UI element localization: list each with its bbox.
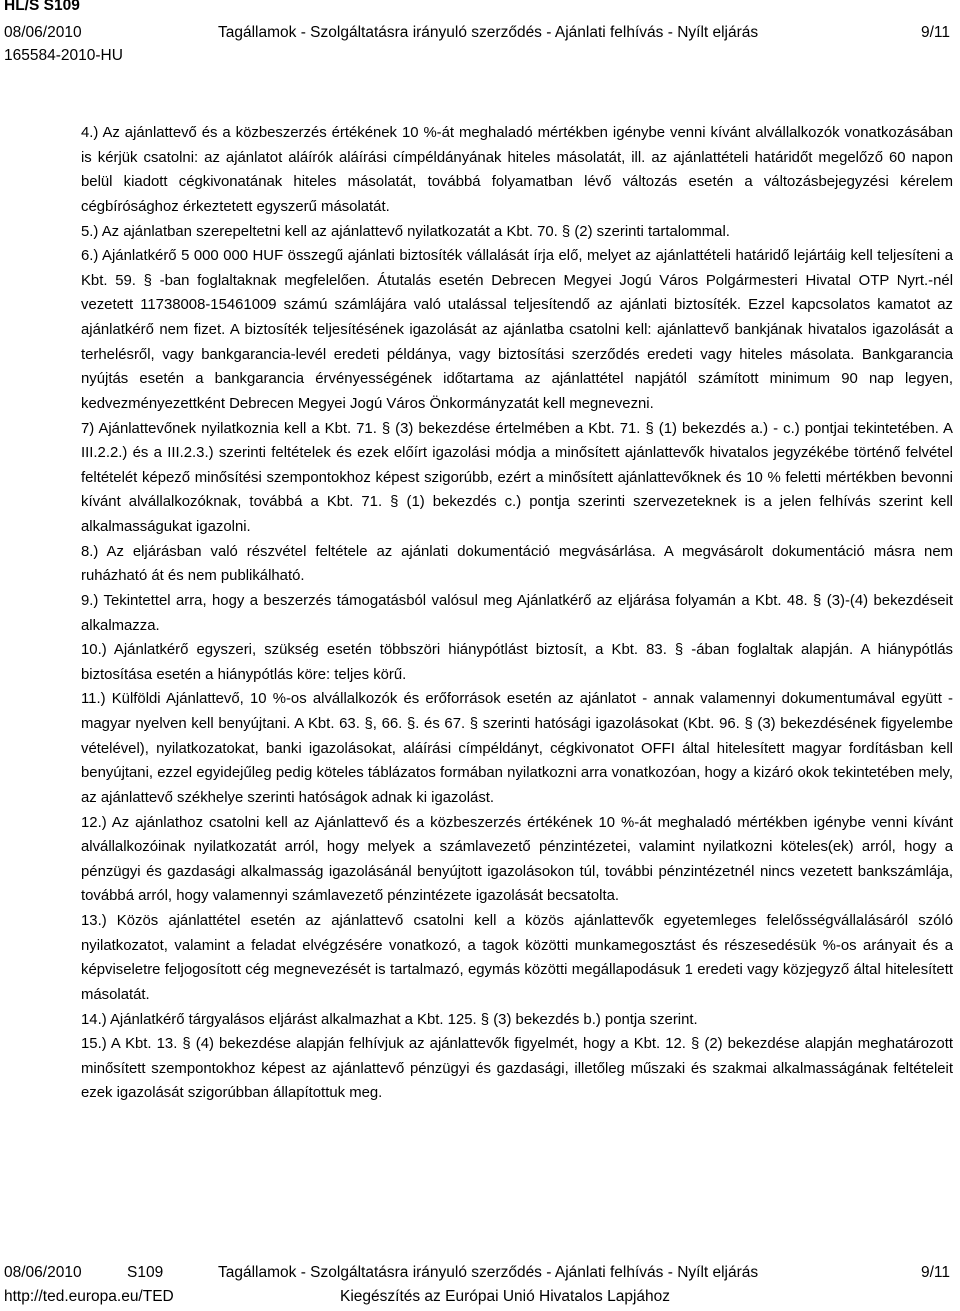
paragraph-9: 9.) Tekintettel arra, hogy a beszerzés támogatásból valósul meg Ajánlatkérő az eljárása folyamán a Kbt. 48. § (3)-(4) bekezdéseit alkalmazza.	[81, 592, 953, 634]
document-body	[81, 121, 953, 1106]
paragraph-7: 7) Ajánlattevőnek nyilatkoznia kell a Kbt. 71. § (3) bekezdése értelmében a Kbt. 71. § (1) bekezdés a.) - c.) pontjai tekintetében. A III.2.2.) és a III.2.3.) szerinti feltételek és ezek előírt igazolási módja a minősített ajánlattevők hivatalos jegyzékébe történő felvétel feltételét képező minősítési szempontokhoz képest szigorúbb, ezért a minősített ajánlattevőknek és 10 % feletti mértékben bevonni kívánt alvállalkozóknak, továbbá a Kbt. 71. § (1) bekezdés c.) pontja szerinti szervezeteknek is a jelen felhívás szerint kell alkalmasságukat igazolni.	[81, 420, 953, 535]
header-title: Tagállamok - Szolgáltatásra irányuló szerződés - Ajánlati felhívás - Nyílt eljárás	[218, 24, 759, 41]
paragraph-15: 15.) A Kbt. 13. § (4) bekezdése alapján felhívjuk az ajánlattevők figyelmét, hogy a Kbt. 12. § (2) bekezdése alapján meghatározott minősített szempontokhoz képest az ajánlattevő pénzügyi és gazdasági, illetőleg műszaki és szakmai alkalmasságának feltételeit ezek igazolását szigorúbban állapítottuk meg.	[81, 1036, 953, 1102]
paragraph-11: 11.) Külföldi Ajánlattevő, 10 %-os alvállalkozók és erőforrások esetén az ajánlatot - annak valamennyi dokumentumával együtt - magyar nyelven kell benyújtani. A Kbt. 63. §, 66. §. és 67. § szerinti hatósági igazolásokat (Kbt. 96. § (3) bekezdésének figyelembe vételével), nyilatkozatokat, banki igazolásokat, aláírási címpéldányt, cégkivonatot OFFI által hitelesített magyar fordításban kell benyújtani, ezzel egyidejűleg pedig köteles táblázatos formában nyilatkozni arra vonatkozóan, hogy a kizáró okok tekintetében mely, az ajánlattevő székhelye szerinti hatóságok adnak ki igazolást.	[81, 691, 953, 806]
paragraph-4: 4.) Az ajánlattevő és a közbeszerzés értékének 10 %-át meghaladó mértékben igénybe venni kívánt alvállalkozók vonatkozásában is kérjük csatolni: az ajánlatot aláírók aláírási címpéldányának hiteles másolatát, ill. az ajánlattételi határidőt megelőző 60 napon belül kiadott cégkivonatának hiteles másolatát, továbbá folyamatban lévő változás esetén a változásbejegyzési kérelem cégbírósághoz érkeztetett egyszerű másolatát.	[81, 125, 953, 215]
journal-label: HL/S S109	[4, 0, 80, 14]
header-document-id: 165584-2010-HU	[4, 47, 123, 64]
footer-title: Tagállamok - Szolgáltatásra irányuló szerződés - Ajánlati felhívás - Nyílt eljárás	[218, 1264, 759, 1281]
footer-publisher: Kiegészítés az Európai Unió Hivatalos Lapjához	[340, 1288, 670, 1305]
footer-url-link[interactable]: http://ted.europa.eu/TED	[4, 1288, 174, 1305]
paragraph-10: 10.) Ajánlatkérő egyszeri, szükség esetén többszöri hiánypótlást biztosít, a Kbt. 83. § -ában foglaltak alapján. A hiánypótlás biztosítása esetén a hiánypótlás köre: teljes körű.	[81, 642, 953, 683]
page-footer	[0, 1264, 960, 1311]
paragraph-14: 14.) Ajánlatkérő tárgyalásos eljárást alkalmazhat a Kbt. 125. § (3) bekezdés b.) pontja szerint.	[81, 1011, 698, 1028]
paragraph-8: 8.) Az eljárásban való részvétel feltétele az ajánlati dokumentáció megvásárlása. A megvásárolt dokumentáció másra nem ruházható át és nem publikálható.	[81, 543, 953, 585]
header-date: 08/06/2010	[4, 24, 82, 41]
footer-date: 08/06/2010	[4, 1264, 82, 1281]
paragraph-6: 6.) Ajánlatkérő 5 000 000 HUF összegű ajánlati biztosíték vállalását írja elő, melyet az ajánlattételi határidő lejártáig kell teljesíteni a Kbt. 59. § -ban foglaltaknak megfelelően. Átutalás esetén Debrecen Megyei Jogú Város Polgármesteri Hivatal OTP Nyrt.-nél vezetett 11738008-15461009 számú számlájára való utalással teljesítendő az ajánlati biztosíték. Ezzel kapcsolatos kamatot az ajánlatkérő nem fizet. A biztosíték teljesítésének igazolását az ajánlatba csatolni kell: ajánlattevő bankjának hivatalos igazolását a terhelésről, vagy bankgarancia-levél eredeti példánya, vagy biztosítási szerződés eredeti vagy hiteles másolata. Bankgarancia nyújtás esetén a bankgarancia érvényességének időtartama az ajánlattétel napjától számított minimum 90 nap legyen, kedvezményezettként Debrecen Megyei Jogú Város Önkormányzatát kell megnevezni.	[81, 248, 953, 412]
paragraph-5: 5.) Az ajánlatban szerepeltetni kell az ajánlattevő nyilatkozatát a Kbt. 70. § (2) szerinti tartalommal.	[81, 223, 730, 240]
footer-page-number: 9/11	[920, 1264, 950, 1281]
header-page-number: 9/11	[920, 24, 950, 41]
paragraph-12: 12.) Az ajánlathoz csatolni kell az Ajánlattevő és a közbeszerzés értékének 10 %-át meghaladó mértékben igénybe venni kívánt alvállalkozóinak nyilatkozatát arról, hogy melyek a számlavezető pénzintézetei, valamint nyilatkozni köteles(ek) arról, hogy a pénzügyi és gazdasági alkalmasság igazolásánál benyújtott igazolásokon túl, további pénzintézetnél nincs vezetett bankszámlája, továbbá arról, hogy valamennyi számlavezető pénzintézete igazolását becsatolta.	[81, 814, 953, 905]
paragraph-13: 13.) Közös ajánlattétel esetén az ajánlattevő csatolni kell a közös ajánlattevők egyetemleges felelősségvállalásáról szóló nyilatkozatot, valamint a feladat elvégzésére vonatkozó, a tagok közötti munkamegosztást és részesedésük %-os arányait és a képviseletre feljogosított cég megnevezését is tartalmazó, egymás közötti megállapodásuk 1 eredeti vagy közjegyző által hitelesített másolatát.	[81, 913, 953, 1003]
footer-series: S109	[127, 1264, 164, 1281]
page-header	[0, 0, 960, 68]
